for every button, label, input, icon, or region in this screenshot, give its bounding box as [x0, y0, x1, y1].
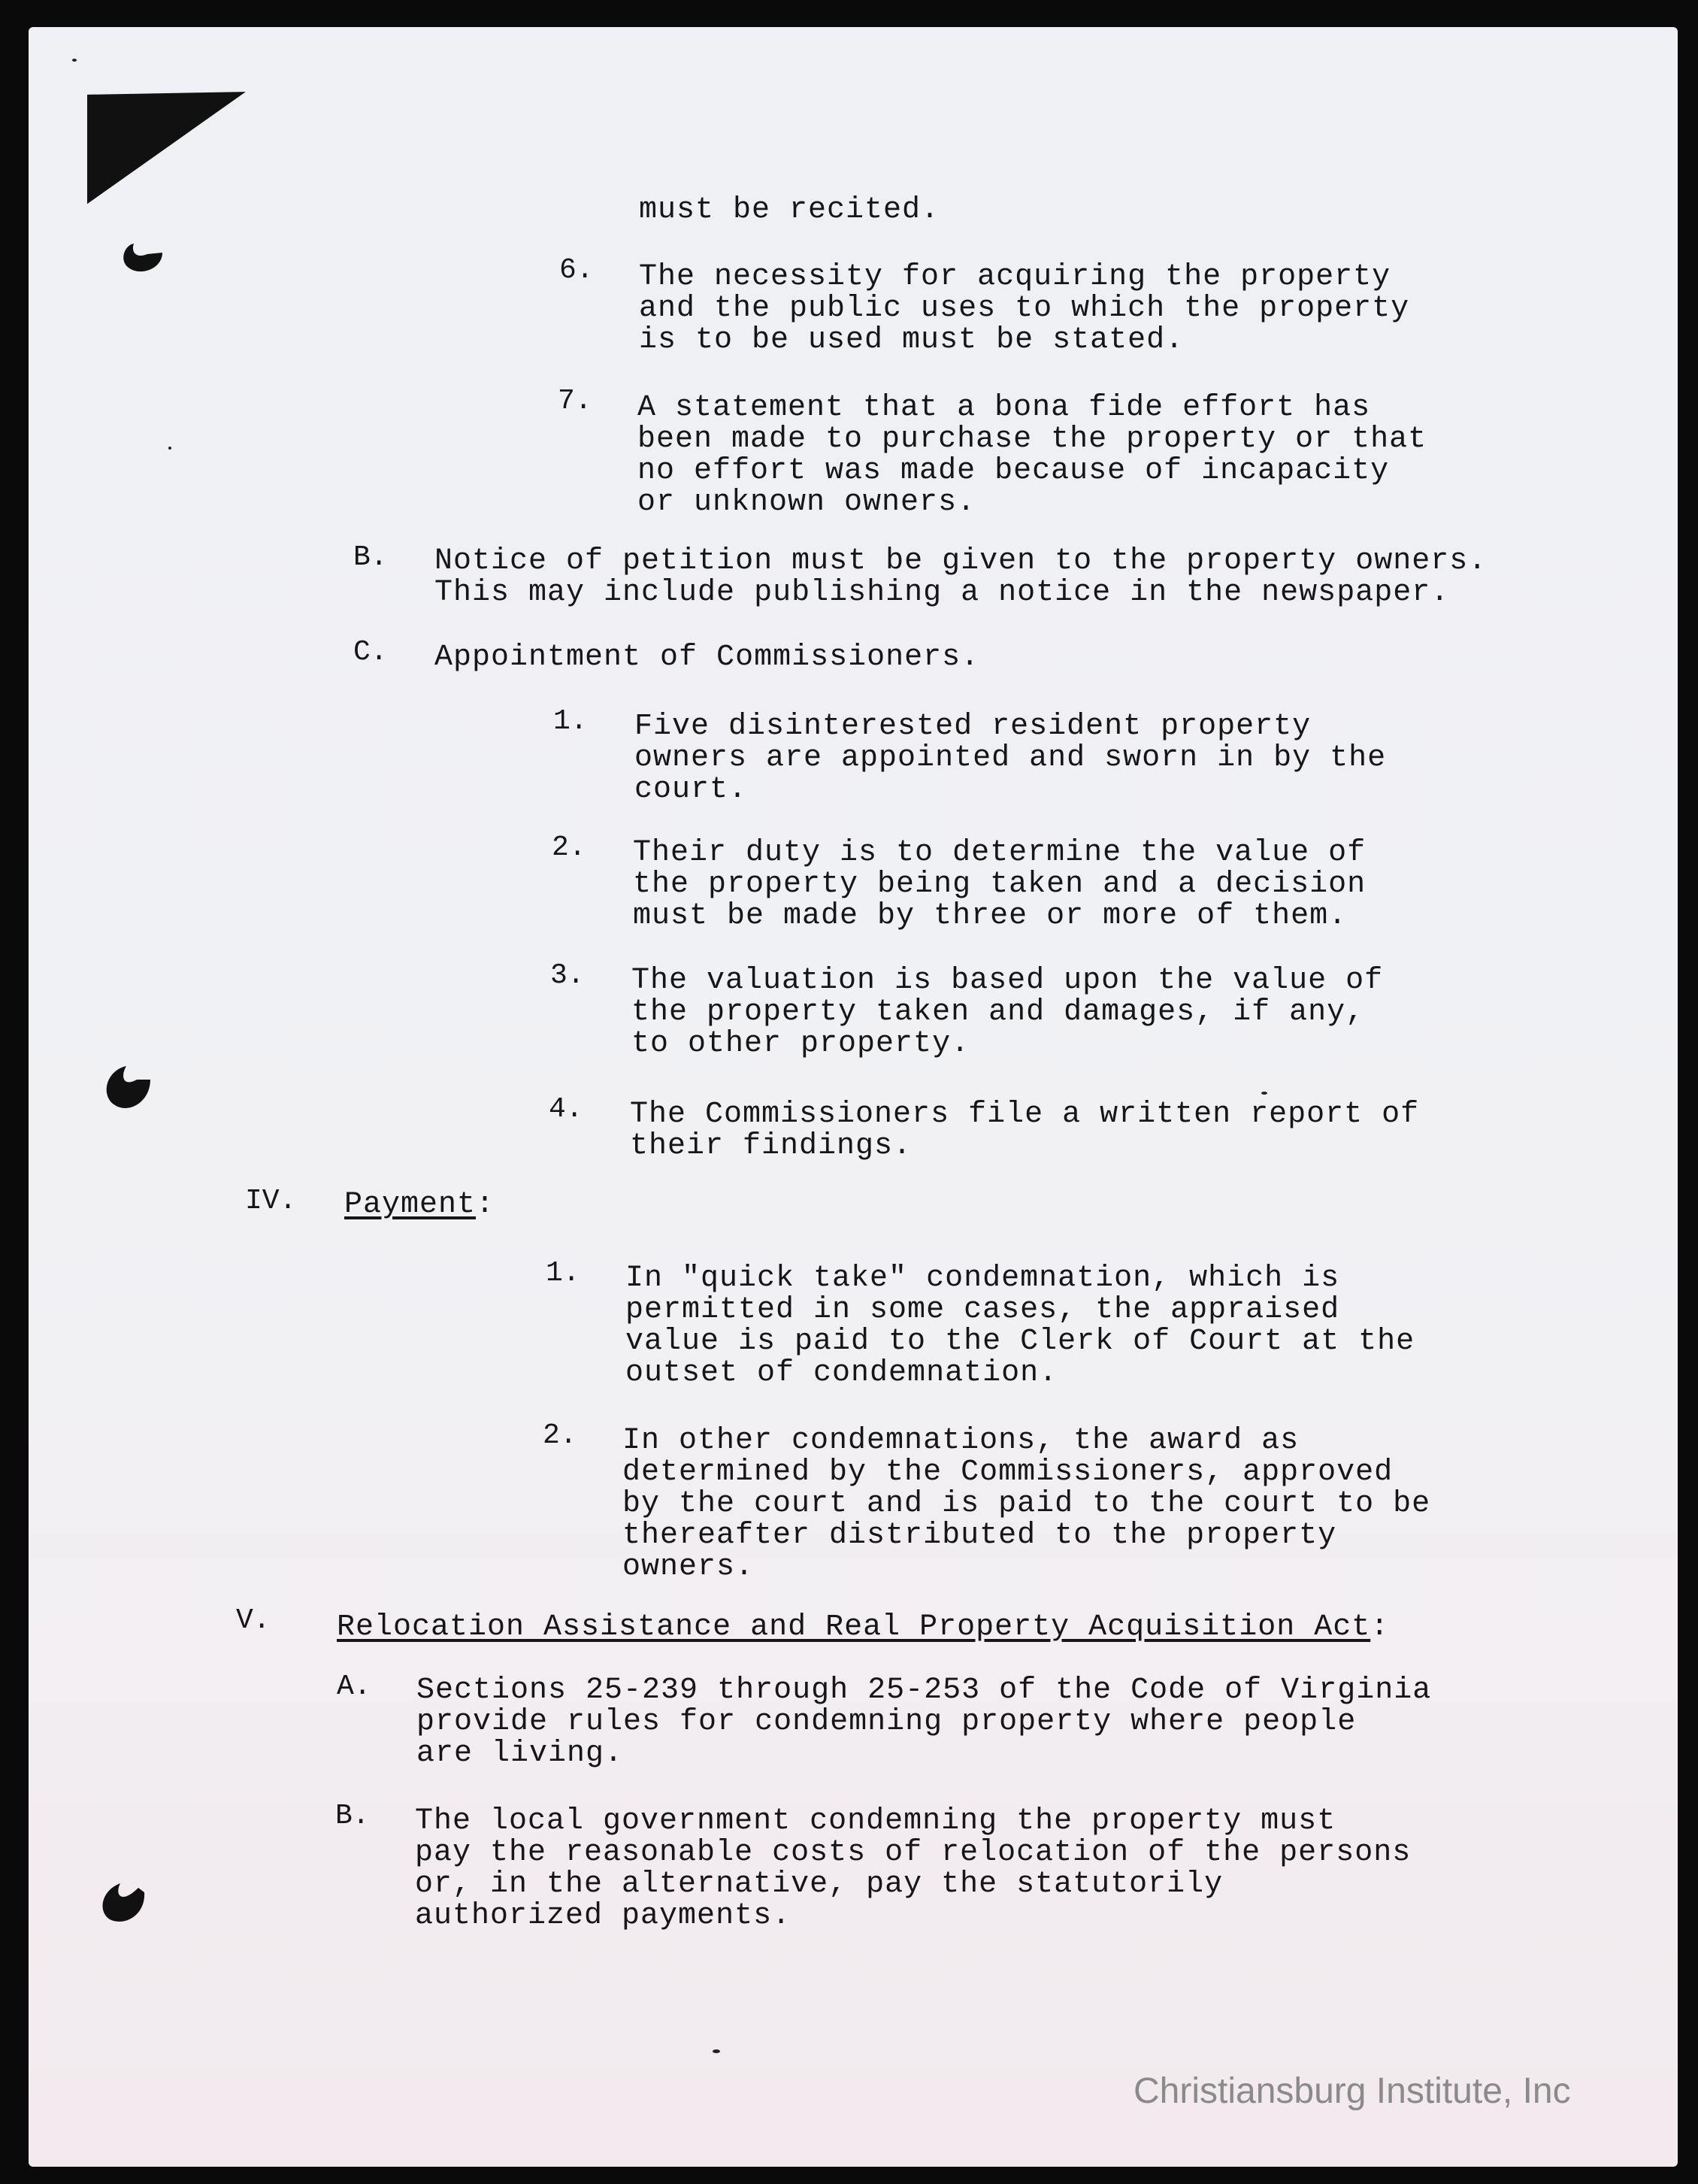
item-number: 2.: [543, 1419, 577, 1452]
speck: [1261, 1092, 1267, 1095]
list-item-line: authorized payments.: [415, 1899, 791, 1933]
watermark-text: Christiansburg Institute, Inc: [1134, 2071, 1571, 2111]
section-b-line: This may include publishing a notice in the newspaper.: [434, 576, 1450, 610]
list-item-line: by the court and is paid to the court to be: [622, 1487, 1431, 1521]
list-item-line: The Commissioners file a written report of: [630, 1098, 1420, 1131]
list-item-line: and the public uses to which the property: [639, 292, 1410, 326]
continuation-text: must be recited.: [639, 193, 940, 227]
list-item-line: or unknown owners.: [637, 486, 976, 519]
list-item-line: thereafter distributed to the property: [622, 1519, 1337, 1552]
section-numeral: V.: [236, 1604, 271, 1637]
list-item-line: no effort was made because of incapacity: [637, 454, 1390, 488]
list-item-line: are living.: [416, 1737, 624, 1771]
section-letter: B.: [335, 1800, 370, 1832]
list-item-line: been made to purchase the property or that: [637, 423, 1427, 456]
list-item-line: pay the reasonable costs of relocation of the persons: [415, 1836, 1412, 1870]
list-item-line: Their duty is to determine the value of: [633, 836, 1367, 870]
item-number: 6.: [559, 254, 594, 286]
section-heading: [344, 1189, 495, 1221]
item-number: 4.: [549, 1093, 583, 1125]
heading-colon: :: [1370, 1610, 1390, 1644]
list-item-line: The necessity for acquiring the property: [639, 260, 1391, 294]
list-item-line: must be made by three or more of them.: [633, 899, 1348, 933]
list-item-line: determined by the Commissioners, approved: [622, 1455, 1394, 1489]
speck: [168, 447, 171, 450]
document-page: [29, 27, 1678, 2167]
section-c-title: Appointment of Commissioners.: [434, 641, 980, 674]
black-corner-triangle: [81, 87, 254, 207]
list-item-line: value is paid to the Clerk of Court at the: [625, 1325, 1415, 1359]
section-heading: [337, 1612, 1389, 1643]
list-item-line: Sections 25-239 through 25-253 of the Code of Virginia: [416, 1674, 1432, 1707]
list-item-line: to other property.: [631, 1027, 970, 1061]
section-letter: B.: [353, 541, 388, 574]
list-item-line: their findings.: [630, 1129, 913, 1163]
section-letter: A.: [337, 1671, 371, 1703]
heading-colon: :: [476, 1188, 495, 1222]
punch-hole-icon: [98, 1057, 158, 1117]
list-item-line: The local government condemning the property must: [415, 1804, 1336, 1838]
list-item-line: owners are appointed and sworn in by the: [634, 741, 1387, 775]
item-number: 2.: [552, 831, 586, 864]
speck: [713, 2049, 720, 2053]
punch-hole-icon: [93, 1873, 153, 1933]
section-numeral: IV.: [245, 1185, 297, 1217]
list-item-line: Five disinterested resident property: [634, 710, 1312, 744]
list-item-line: In other condemnations, the award as: [622, 1424, 1300, 1458]
list-item-line: outset of condemnation.: [625, 1356, 1058, 1390]
list-item-line: the property being taken and a decision: [633, 868, 1367, 901]
item-number: 1.: [553, 705, 588, 738]
section-title: Relocation Assistance and Real Property Acquisition Act: [337, 1610, 1371, 1644]
list-item-line: or, in the alternative, pay the statutorily: [415, 1867, 1224, 1901]
list-item-line: A statement that a bona fide effort has: [637, 391, 1371, 425]
punch-hole-icon: [110, 224, 170, 284]
item-number: 7.: [558, 385, 592, 417]
list-item-line: owners.: [622, 1550, 755, 1584]
list-item-line: The valuation is based upon the value of: [631, 964, 1384, 998]
item-number: 1.: [546, 1257, 580, 1289]
list-item-line: provide rules for condemning property where people: [416, 1705, 1357, 1739]
item-number: 3.: [550, 959, 585, 992]
list-item-line: is to be used must be stated.: [639, 323, 1185, 357]
list-item-line: court.: [634, 773, 748, 807]
list-item-line: the property taken and damages, if any,: [631, 995, 1365, 1029]
section-b-line: Notice of petition must be given to the property owners.: [434, 544, 1488, 578]
list-item-line: In "quick take" condemnation, which is: [625, 1262, 1340, 1295]
speck: [72, 59, 77, 62]
section-title: Payment: [344, 1188, 477, 1222]
list-item-line: permitted in some cases, the appraised: [625, 1293, 1340, 1327]
section-letter: C.: [353, 636, 388, 668]
